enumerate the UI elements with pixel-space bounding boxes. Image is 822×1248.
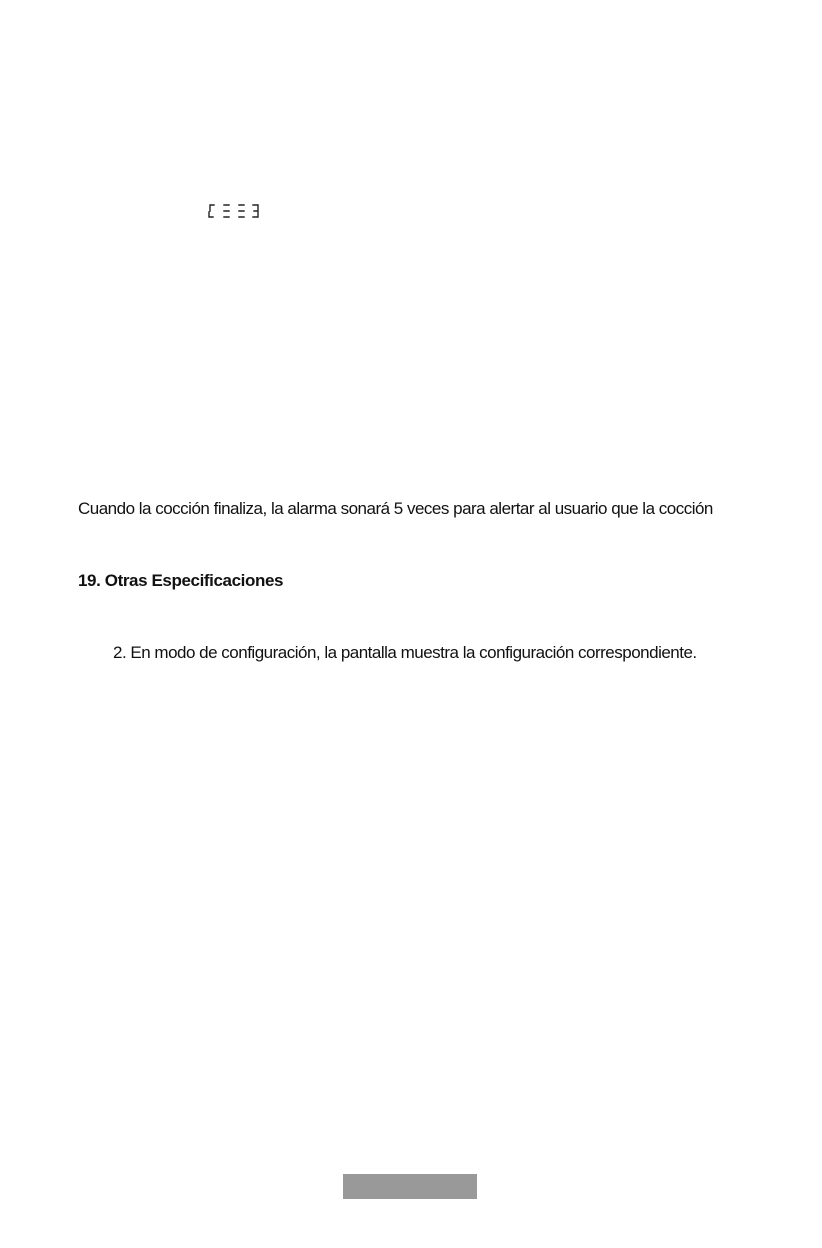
- segment-display-icon: [206, 202, 262, 220]
- list-item-2: 2. En modo de configuración, la pantalla muestra la configuración correspondiente.: [113, 643, 697, 662]
- page-number-tab: [343, 1174, 477, 1199]
- section-heading: 19. Otras Especificaciones: [78, 571, 284, 590]
- paragraph-alarm: Cuando la cocción finaliza, la alarma sonará 5 veces para alertar al usuario que la cocción: [78, 499, 713, 518]
